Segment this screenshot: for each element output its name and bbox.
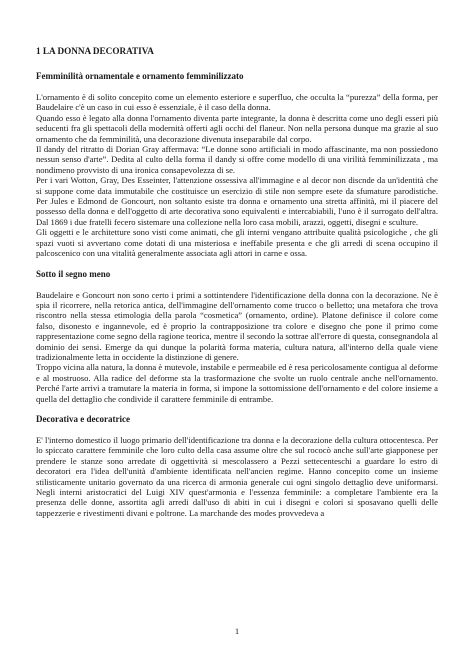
paragraph: Baudelaire e Goncourt non sono certo i primi a sottintendere l'identificazione della donna con la decorazione. Ne è spia il ricorrere, nella retorica antica, dell'immagine dell'ornamento come trucco o belletto; una metafora che trova riscontro nella stessa etimologia della parola “cosmetica” (ornamento, ordine). Platone definisce il colore come falso, disonesto e ingannevole, ed è proprio la contrapposizione tra colore e disegno che pone il primo come rappresentazione come segno della ragione teorica, mentre il secondo la sottrae all'errore di questa, consegnandola al dominio dei sensi. Emerge da qui dunque la polarità forma materia, cultura natura, all'interno della quale viene tradizionalmente letta in occidente la distinzione di genere. [36,289,438,362]
paragraph: Il dandy del ritratto di Dorian Gray affermava: “Le donne sono artificiali in modo affascinante, ma non possiedono nessun senso d'arte”. Dedita al culto della forma il dandy si offre come modello di una virilità femminilizzata , ma nondimeno provvisto di una ironica consapevolezza di se. [36,144,438,175]
paragraph: Per i vari Wotton, Gray, Des Esseinter, l'attenzione ossessiva all'immagine e al decor non discnde da un'identità che si suppone come data immutabile che costituisce un esercizio di stile non sempre esete da sfumature parodistiche. Per Jules e Edmond de Goncourt, non soltanto esiste tra donna e ornamento una stretta affinità, mi il piacere del possesso della donna e dell'oggetto di arte decorativa sono equivalenti e intercabiabili, l'uno è il surrogato dell'altra. Dal 1869 i due fratelli fecero sistemare una collezione nella loro casa mobili, arazzi, oggetti, disegni e sculture. [36,175,438,227]
section-femminilita [36,71,438,259]
section-sotto-il-segno-meno [36,269,438,404]
page-number: 1 [234,626,240,636]
section-decorativa [36,414,438,518]
paragraph: Quando esso è legato alla donna l'ornamento diventa parte integrante, la donna è descritta come uno degli esseri più seducenti fra gli spettacoli della modernità offerti agli occhi del flaneur. Non nella persona dunque ma grazie al suo ornamento che da femminilità, una decorazione divenuta inseparabile dal corpo. [36,112,438,144]
paragraph: E' l'interno domestico il luogo primario dell'identificazione tra donna e la decorazione della cultura ottocentesca. Per lo spiccato carattere femminile che loro culto della casa assume oltre che sul rococò anche sull'arte giapponese per prendere le stanze sono arredate di oggettività si mescolassero a Pezzi settecenteschi a guardare lo estro di decoratori era l'idea dell'unità d'ambiente identificata nell'ancien regime. Hanno concepito come un insieme stilisticamente unitario governato da una ricerca di armonia generale cui ogni singolo dettaglio deve uniformarsi. Negli interni aristocratici del Luigi XIV quest'armonia e l'essenza femminile: a completare l'ambiente era la presenza delle donne, assortita agli arredi dall'uso di abiti in cui i disegni e colori si sposavano quelli delle tappezzerie e rivestimenti divani e poltrone. La marchande des modes provvedeva a [36,434,438,518]
section-spacer [36,259,438,269]
section-heading: Sotto il segno meno [36,268,111,279]
section-heading: Femminilità ornamentale e ornamento femminilizzato [36,71,244,81]
document-title: 1 LA DONNA DECORATIVA [36,46,154,56]
section-spacer [36,404,438,414]
paragraph: Gli oggetti e le architetture sono visti come animati, che gli interni vengano attribuite qualità psicologiche , che gli spazi vuoti si avvertano come dotati di una misteriosa e ineffabile presenta e che gli arredi di scena occupino il palcoscenico con una vitalità generalmente associata agli attori in carne e ossa. [36,227,438,259]
paragraph: Troppo vicina alla natura, la donna è mutevole, instabile e permeabile ed è resa pericolosamente contigua al deforme e al mostruoso. Alla radice del deforme sta la trasformazione che svolte un ruolo centrale anche nell'ornamento. Perché l'arte arrivi a tramutare la materia in forma, si impone la sottomissione dell'ornamento e del colore insieme a quella del dettaglio che condivide il carattere femminile di entrambe. [36,362,438,404]
paragraph: L'ornamento è di solito concepito come un elemento esteriore e superfluo, che occulta la “purezza” della forma, per Baudelaire c'è un caso in cui esso è essenziale, è il caso della donna. [36,92,438,113]
section-heading: Decorativa e decoratrice [36,413,130,424]
